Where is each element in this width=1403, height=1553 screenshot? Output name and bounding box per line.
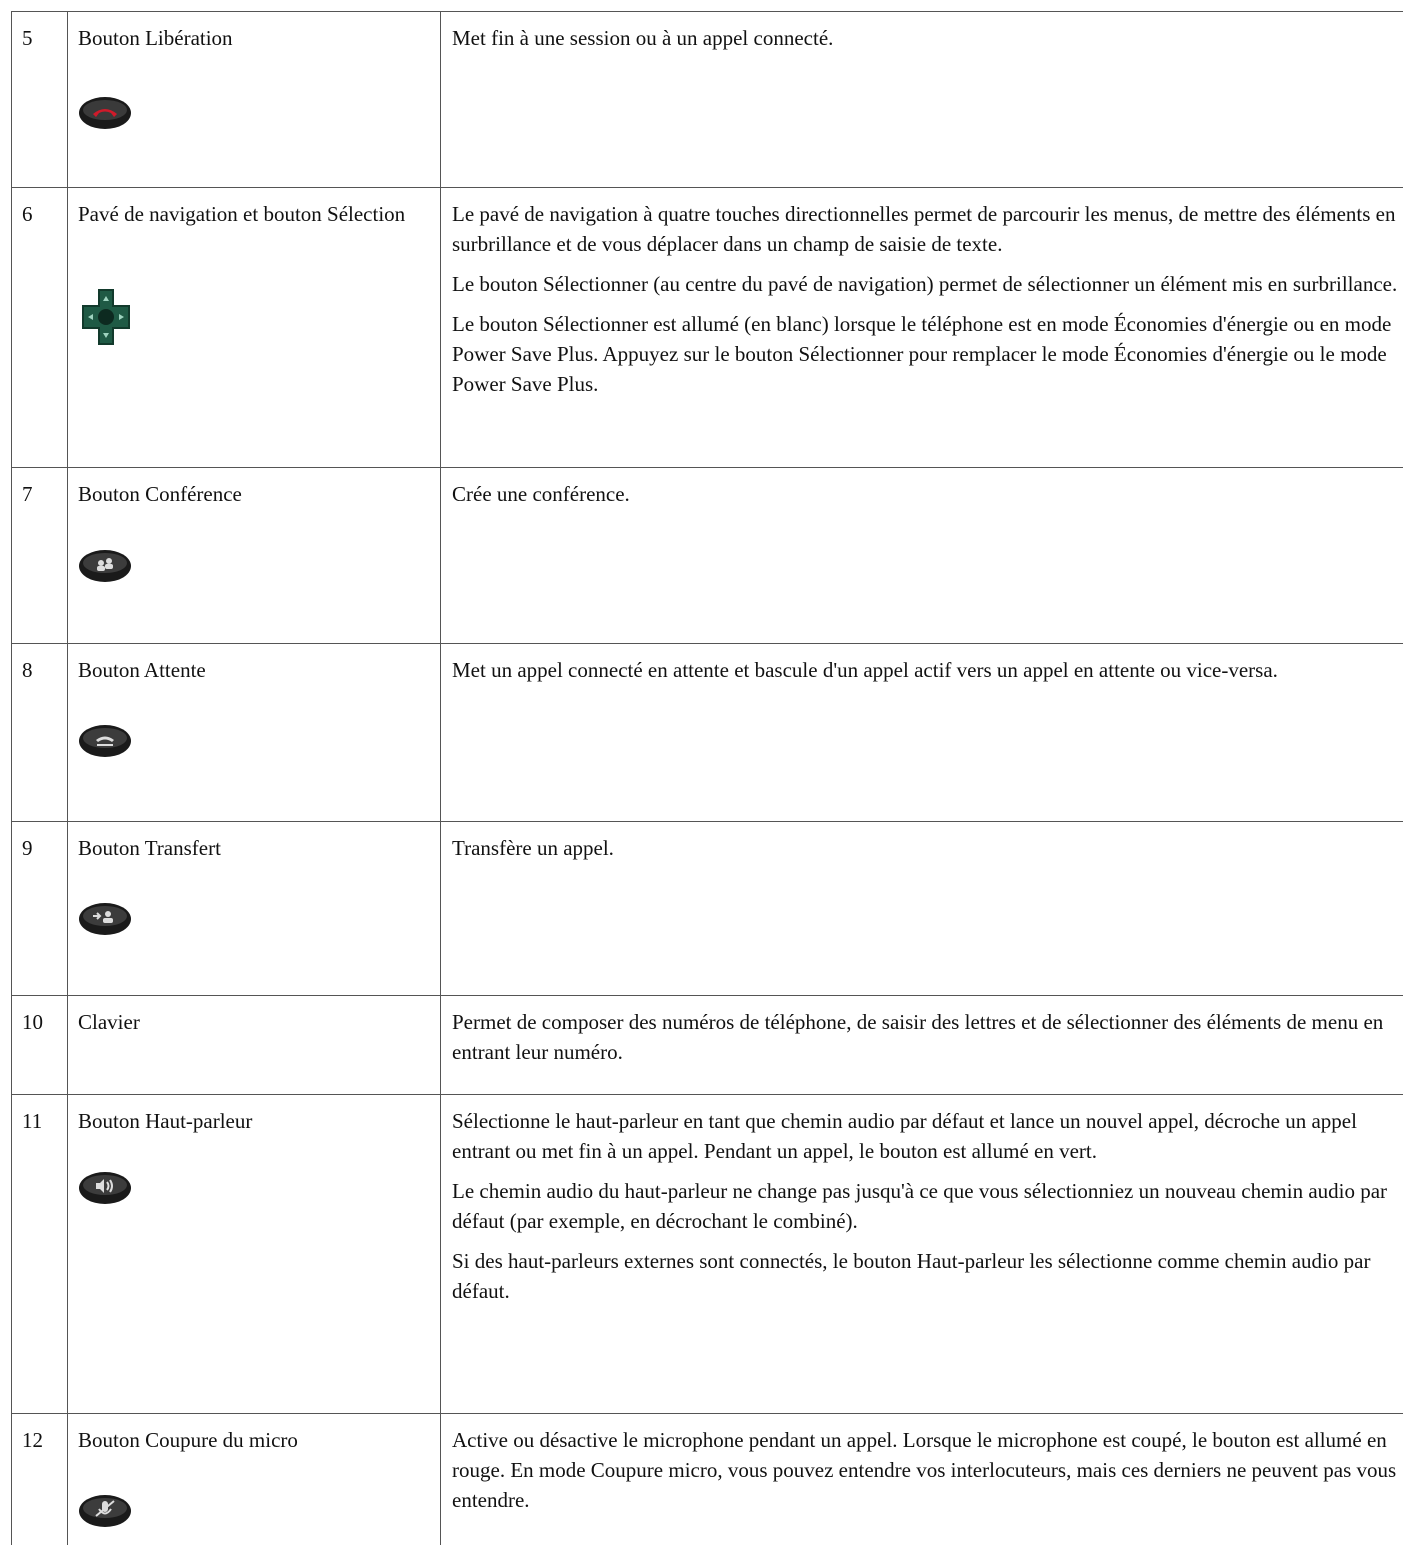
description-paragraph: Sélectionne le haut-parleur en tant que chemin audio par défaut et lance un nouvel appel, décroche un appel entrant ou met fin à un appel. Pendant un appel, le bouton est allumé en vert. [452,1109,1357,1163]
description-paragraph: Si des haut-parleurs externes sont connectés, le bouton Haut-parleur les sélectionne comme chemin audio par défaut. [452,1249,1371,1303]
row-label: Bouton Transfert [78,836,221,860]
row-number: 8 [11,644,67,821]
row-number: 9 [11,822,67,995]
row-description [440,188,1403,467]
description-paragraph: Met un appel connecté en attente et bascule d'un appel actif vers un appel en attente ou vice-versa. [452,658,1278,682]
description-paragraph: Active ou désactive le microphone pendant un appel. Lorsque le microphone est coupé, le bouton est allumé en rouge. En mode Coupure micro, vous pouvez entendre vos interlocuteurs, mais ces derniers ne peuvent pas vous entendre. [452,1428,1397,1512]
row-label: Bouton Libération [78,26,233,50]
table-row [11,643,1403,821]
row-description [440,468,1403,643]
description-paragraph: Le pavé de navigation à quatre touches directionnelles permet de parcourir les menus, de mettre des éléments en surbrillance et de vous déplacer dans un champ de saisie de texte. [452,202,1396,256]
row-label: Bouton Conférence [78,482,242,506]
row-number: 10 [11,996,67,1094]
row-description [440,12,1403,187]
row-label-cell [67,996,440,1094]
row-number: 6 [11,188,67,467]
row-description [440,644,1403,821]
description-paragraph: Permet de composer des numéros de téléphone, de saisir des lettres et de sélectionner des éléments de menu en entrant leur numéro. [452,1010,1384,1064]
speaker-button-icon [78,1171,132,1205]
table-row [11,1413,1403,1545]
hold-button-icon [78,724,132,758]
table-row [11,187,1403,467]
row-number: 11 [11,1095,67,1413]
description-paragraph: Crée une conférence. [452,482,630,506]
conference-button-icon [78,549,132,583]
row-label-cell [67,1414,440,1545]
row-label-cell [67,12,440,187]
row-label: Pavé de navigation et bouton Sélection [78,202,406,226]
description-paragraph: Le bouton Sélectionner (au centre du pavé de navigation) permet de sélectionner un élément mis en surbrillance. [452,272,1398,296]
row-label-cell [67,468,440,643]
description-paragraph: Le bouton Sélectionner est allumé (en blanc) lorsque le téléphone est en mode Économies d'énergie ou en mode Power Save Plus. Appuyez sur le bouton Sélectionner pour remplacer le mode Économies d'énergie ou le mode Power Save Plus. [452,312,1392,396]
row-number: 5 [11,12,67,187]
row-label-cell [67,188,440,467]
table-row [11,821,1403,995]
feature-table [11,11,1403,1545]
description-paragraph: Met fin à une session ou à un appel connecté. [452,26,834,50]
row-label: Clavier [78,1010,140,1034]
description-paragraph: Le chemin audio du haut-parleur ne change pas jusqu'à ce que vous sélectionniez un nouveau chemin audio par défaut (par exemple, en décrochant le combiné). [452,1179,1388,1233]
mute-button-icon [78,1494,132,1528]
row-label: Bouton Haut-parleur [78,1109,253,1133]
table-row [11,11,1403,187]
row-description [440,1414,1403,1545]
table-row [11,467,1403,643]
row-description [440,996,1403,1094]
row-description [440,822,1403,995]
row-label-cell [67,1095,440,1413]
navigation-pad-icon [81,288,131,346]
description-paragraph: Transfère un appel. [452,836,614,860]
end-call-button-icon [78,96,132,130]
row-number: 7 [11,468,67,643]
row-label: Bouton Attente [78,658,206,682]
row-description [440,1095,1403,1413]
row-label-cell [67,822,440,995]
row-label-cell [67,644,440,821]
table-row [11,1094,1403,1413]
row-number: 12 [11,1414,67,1545]
row-label: Bouton Coupure du micro [78,1428,298,1452]
table-row [11,995,1403,1094]
transfer-button-icon [78,902,132,936]
